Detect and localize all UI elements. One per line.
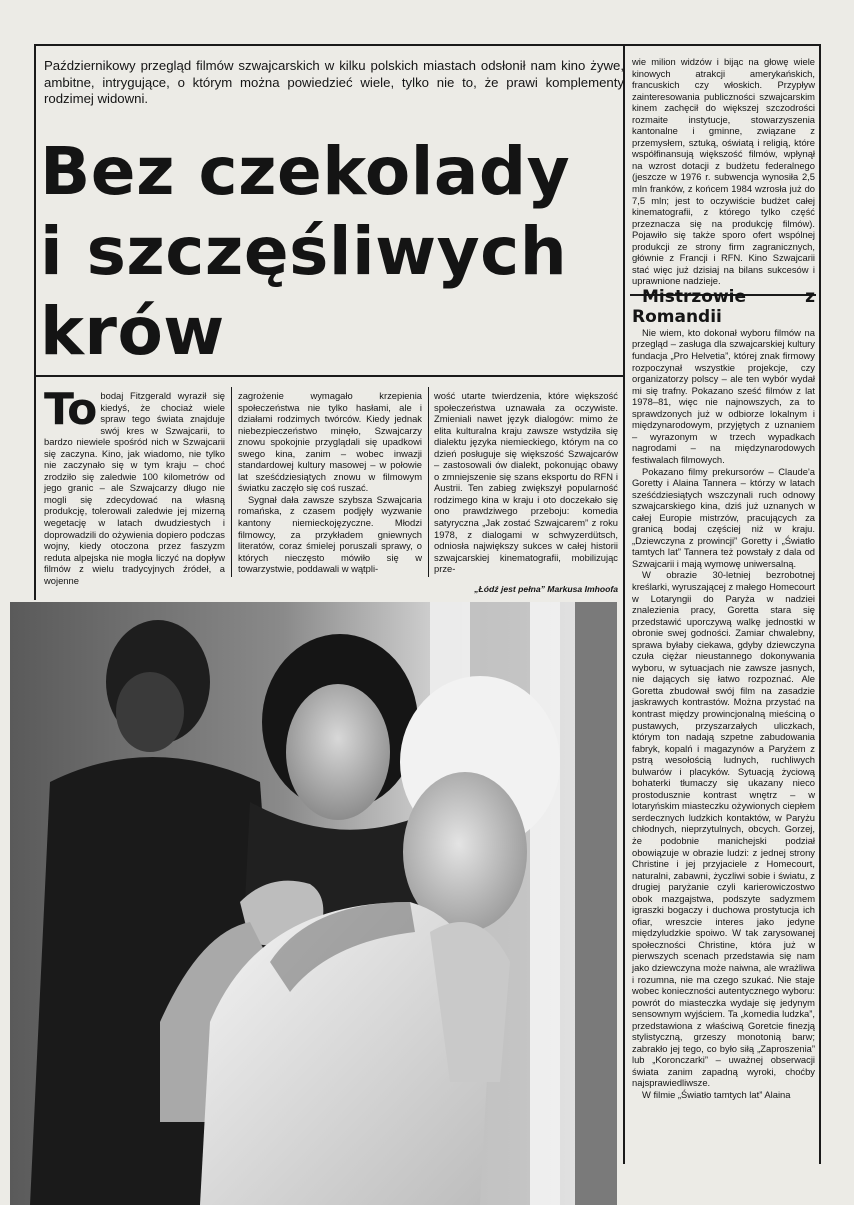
body-column-2 — [238, 390, 422, 576]
column-3-paragraph: wość utarte twierdzenia, które większość społeczeństwa uznawała za oczywiste. Zmieniali nawet język dialogów: mimo że elita kulturalna kraju zawsze wstydziła się dialektu języka niemieckiego, którym na co dzień posługuje się większość Szwajcarów – zastosowali ów dialekt, pokonując obawy o zmniejszenie się szans eksportu do RFN i Austrii. Ten zabieg zwiększył popularność rodzimego kina w kraju i oto doczekało się ono prawdziwego przeboju: komedia satyryczna „Jak zostać Szwajcarem” z roku 1978, z dialogami w schwyzerdütsch, odniosła największy sukces w całej historii szwajcarskiej kinematografii, mobilizując prze- — [434, 390, 618, 575]
headline-bottom-rule — [34, 375, 624, 377]
headline-line-1: Bez czekolady — [40, 133, 571, 210]
column-4-paragraph-2: Nie wiem, kto dokonał wyboru filmów na przegląd – zasługa dla szwajcarskiej kultury fundacja „Pro Helvetia”, której znak firmowy rozpoczynał wszystkie projekcje, czy organizatorzy polscy – ale ten wybór wydał mi się trafny. Pokazano sześć filmów z lat 1978–81, więc nie najnowszych, za to sprawdzonych już w odbiorze lokalnym i międzynarodowym, przyjętych z uznaniem – wyrazonym w trzech wypadkach nagrodami – na międzynarodowych festiwalach filmowych. — [632, 326, 815, 465]
headline-line-3: krów — [40, 293, 225, 370]
column-2-paragraph-1: zagrożenie wymagało krzepienia społeczeństwa nie tylko hasłami, ale i działami rodzimych twórców. Kiedy jednak niebezpieczeństwo minęło, Szwajcarzy znowu spokojnie przyglądali się upadkowi swego kina, zanim – wobec inwazji standardowej kultury masowej – w połowie lat sześćdziesiątych znowu w filmowym światku zaczęło się coś ruszać. — [238, 390, 422, 494]
body-column-3 — [434, 390, 618, 576]
column-4-paragraph-1: wie milion widzów i bijąc na głowę wiele kinowych atrakcji amerykańskich, francuskich czy włoskich. Przypływ zainteresowania publiczności szwajcarskim kinem zachęcił do większej szczodrości rozmaite instytucje, stowarzyszenia kantonalne i gminne, związane z przemysłem, sztuką, oświatą i religią, które współfinansują większość filmów, wpłynął na wzrost dotacji z budżetu federalnego (jeszcze w 1976 r. subwencja wynosiła 2,5 mln franków, z końcem 1984 wzrosła już do 7,5 mln; jest to oczywiście budżet całej kinematografii, z którego tylko część przeznacza się na produkcję filmów). Pojawiło się także sporo ofert wspólnej produkcji ze strony firm zagranicznych, głównie z Francji i RFN. Kino Szwajcarii stać więc już dzisiaj na bilans sukcesów i uprawnione nadzieje. — [632, 56, 815, 287]
film-still-illustration — [10, 602, 617, 1205]
drop-cap: To — [44, 384, 97, 435]
woman-face — [286, 684, 390, 820]
article-headline — [40, 132, 620, 372]
photo-caption — [360, 584, 618, 594]
body-column-1 — [44, 384, 225, 586]
body-column-4 — [632, 56, 815, 1156]
wall-edge — [575, 602, 617, 1205]
caption-title: „Łódź jest pełna” — [474, 584, 545, 594]
article-lead: Październikowy przegląd filmów szwajcarskich w kilku polskich miastach odsłonił nam kino żywe, ambitne, intrygujące, o którym można powiedzieć wiele, tylko nie to, że prawi komplementy rodzimej widowni. — [44, 58, 624, 106]
column-divider-2 — [428, 387, 429, 577]
section-subheading: Mistrzowie z Romandii — [632, 286, 815, 327]
caption-author: Markusa Imhoofa — [544, 584, 618, 594]
column-2-paragraph-2: Sygnał dała zawsze szybsza Szwajcaria romańska, z czasem podjęły wyzwanie kantony niemieckojęzyczne. Młodzi filmowcy, za przykładem gniewnych literatów, coraz śmielej poruszali sprawy, o których nieczęsto mówiło się w towarzystwie, poddawali w wątpli- — [238, 493, 422, 575]
column-4-paragraph-4: W obrazie 30-letniej bezrobotnej kreślarki, wyruszającej z małego Homecourt w Lotaryngii do Paryża w nadziei znalezienia pracy, Goretta stara się przedstawić uporczywą walkę jednostki w obronie swej godności. Zamiar chwalebny, sprawa byłaby ciekawa, gdyby dziewczyna czuła ciężar nieustannego dokonywania wyboru, w sytuacjach nie zawsze jasnych, nie dających się łatwo rozpoznać. Ale Goretta zbudował swój film na zasadzie jaskrawych kontrastów. Można przystać na kontrast między prowincjonalną mieściną o pustawych, przyszarzałych uliczkach, którym ton nadają szpetne zabudowania fabryk, kopalń i magazynów a Paryżem z pstrą wesołością ludnych, ruchliwych bulwarów i placyków. Sytuacją życiową bohaterki tłumaczy się ukazany nieco prostodusznie kontrast wnętrz – w lotaryńskim miasteczku ożywionych ciepłem serdecznych ludzkich kontaktów, w Paryżu chłodnych, nieprzytulnych, obcych. Gorzej, że podobnie manichejski podział obowiązuje w obrazie ludzi: z jednej strony Christine i jej przyjaciele z Homecourt, naturalni, zabawni, życzliwi sobie i światu, z drugiej paryżanie czyli karierowiczostwo obok mazgajstwa, podszyte sadyzmem igraszki bogaczy i duchowa prostytucja ich ofiar, wreszcie interes jako jedyne międzyludzkie spoiwo. W tak zarysowanej społeczności Christine, która już w pierwszych scenach przedstawia się nam jako dziewczyna może naiwna, ale wrażliwa i rozumna, nie ma czego szukać. Nie staje wobec konieczności autentycznego wyboru: powrót do miasteczka wydaje się jedynym sensownym wyjściem. Ta „komedia ludzka”, przedstawiona z właściwą Goretcie finezją stylistyczną, grzeszy monotonią barw; zabrakło jej tego, co było siłą „Zaproszenia” lub „Koronczarki” – uważnej obserwacji świata zanim zapadną wyroki, choćby najsprawiedliwsze. — [632, 569, 815, 1089]
film-still-photo — [10, 602, 617, 1205]
left-border-rule — [34, 44, 36, 600]
window-frame-right — [530, 602, 560, 1205]
column-4-paragraph-3: Pokazano filmy prekursorów – Claude'a Goretty i Alaina Tannera – którzy w latach sześćdziesiątych wszczynali ruch odnowy szwajcarskiego kina, dziś już uznanych w całej Europie mistrzów, pracujących za granicą bodaj częściej niż w kraju. „Dziewczyna z prowincji” Goretty i „Światło tamtych lat” Tannera też powstały z dala od Szwajcarii i mają wymowę uniwersalną. — [632, 465, 815, 569]
column-divider-1 — [231, 387, 232, 577]
top-rule — [34, 44, 820, 46]
column-4-paragraph-5: W filmie „Światło tamtych lat” Alaina — [642, 1089, 791, 1101]
headline-line-2: i szczęśliwych — [40, 213, 568, 290]
right-border-rule — [819, 44, 821, 1164]
column-divider-main — [623, 44, 625, 1164]
background-figure-face — [116, 672, 184, 752]
column-1-text: bodaj Fitzgerald wyraził się kiedyś, że chociaż wiele spraw tego świata znajduje swój kres w Szwajcarii, to bardzo niewiele spośród nich w Szwajcarii się zaczyna. Kino, jak wiadomo, nie tylko nie zaczynało się w tym kraju – choć zrodziło się zaledwie 100 kilometrów od jego granic – ale Szwajcarzy długo nie mogli się zdecydować na własną produkcję, tolerowali zaledwie jej mizerną wegetację w latach dwudziestych i doprowadzili do ożywienia dopiero podczas wojny, kiedy otoczona przez faszyzm reduta alpejska nie mogła liczyć na dopływ filmów z wielu tradycyjnych źródeł, a wojenne — [44, 390, 225, 586]
column-1-paragraph — [44, 384, 225, 586]
